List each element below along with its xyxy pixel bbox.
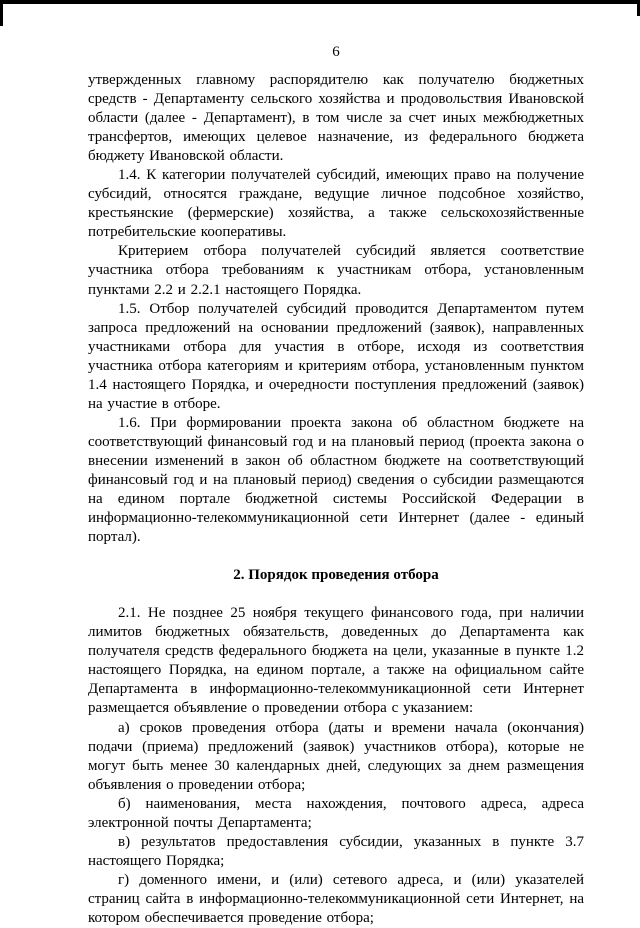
paragraph-1-4: 1.4. К категории получателей субсидий, имеющих право на получение субсидий, относятся граждане, ведущие личное подсобное хозяйство, крестьянские (фермерские) хозяйства, а также сельскохозяйственные потребительские кооперативы. xyxy=(88,167,584,241)
scan-artifact-top xyxy=(0,0,640,4)
paragraph-criteria: Критерием отбора получателей субсидий является соответствие участника отбора требованиям к участникам отбора, установленным пунктами 2.2 и 2.2.1 настоящего Порядка. xyxy=(88,243,584,298)
page-number: 6 xyxy=(332,44,340,60)
paragraph-continuation: утвержденных главному распорядителю как получателю бюджетных средств - Департаменту сельского хозяйства и продовольствия Ивановской области (далее - Департамент), в том числе за счет иных межбюджетных трансфертов, имеющих целевое назначение, из федерального бюджета бюджету Ивановской области. xyxy=(88,72,584,165)
paragraph-item-a: а) сроков проведения отбора (даты и времени начала (окончания) подачи (приема) предложений (заявок) участников отбора), которые не могут быть менее 30 календарных дней, следующих за днем размещения объявления о проведении отбора; xyxy=(88,719,584,793)
paragraph-item-b: б) наименования, места нахождения, почтового адреса, адреса электронной почты Департамента; xyxy=(88,795,584,831)
paragraph-item-v: в) результатов предоставления субсидии, указанных в пункте 3.7 настоящего Порядка; xyxy=(88,833,584,869)
paragraph-item-g: г) доменного имени, и (или) сетевого адреса, и (или) указателей страниц сайта в информационно-телекоммуникационной сети Интернет, на котором обеспечивается проведение отбора; xyxy=(88,871,584,926)
scan-artifact-left xyxy=(0,0,3,26)
page-content xyxy=(88,44,584,928)
paragraph-2-1: 2.1. Не позднее 25 ноября текущего финансового года, при наличии лимитов бюджетных обязательств, доведенных до Департамента как получателя средств федерального бюджета на цели, указанные в пункте 1.2 настоящего Порядка, на едином портале, а также на официальном сайте Департамента в информационно-телекоммуникационной сети Интернет размещается объявление о проведении отбора с указанием: xyxy=(88,605,584,717)
paragraph-1-6: 1.6. При формировании проекта закона об областном бюджете на соответствующий финансовый год и на плановый период (проекта закона о внесении изменений в закон об областном бюджете на соответствующий финансовый год и на плановый период) сведения о субсидии размещаются на едином портале бюджетной системы Российской Федерации в информационно-телекоммуникационной сети Интернет (далее - единый портал). xyxy=(88,414,584,546)
paragraph-1-5: 1.5. Отбор получателей субсидий проводится Департаментом путем запроса предложений на основании предложений (заявок), направленных участниками отбора для участия в отборе, исходя из соответствия участника отбора категориям и критериям отбора, установленным пунктом 1.4 настоящего Порядка, и очередности поступления предложений (заявок) на участие в отборе. xyxy=(88,300,584,412)
section-heading: 2. Порядок проведения отбора xyxy=(233,567,439,584)
